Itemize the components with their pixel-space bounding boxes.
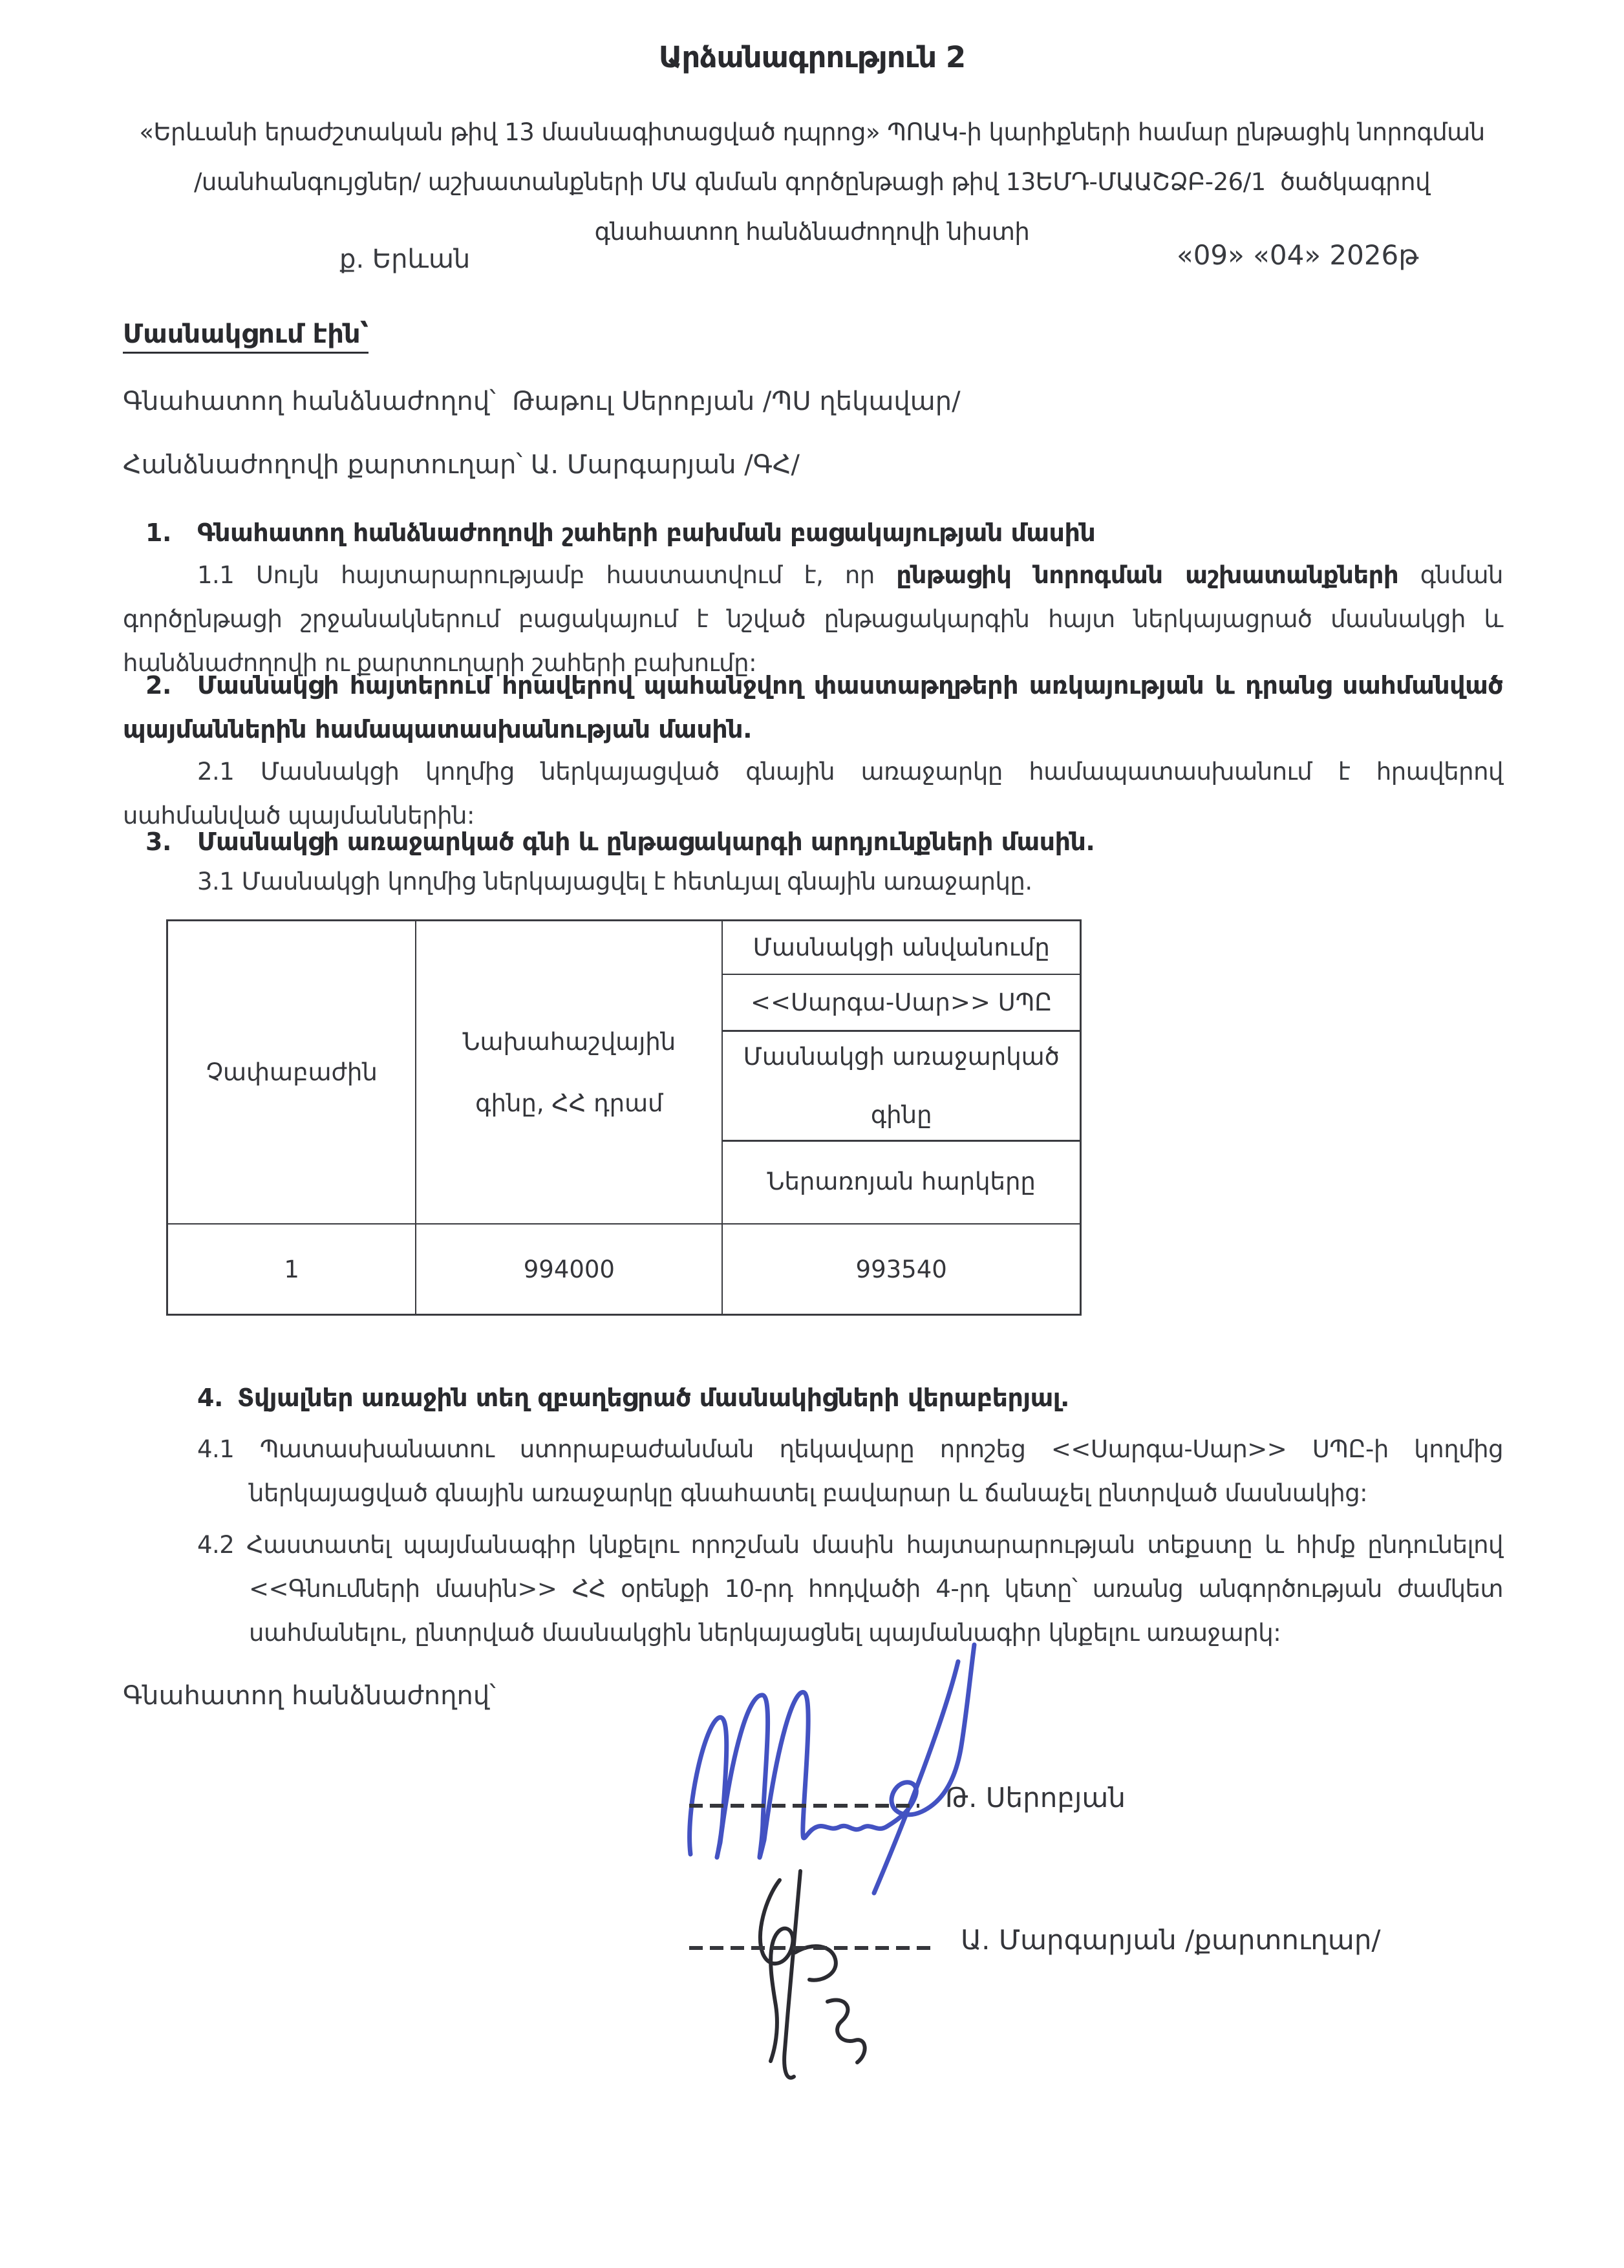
section-2-number: 2.	[145, 671, 171, 700]
lot-value-cell: 1	[284, 1255, 299, 1283]
p11-bold-phrase: ընթացիկ նորոգման աշխատանքների	[896, 561, 1399, 589]
section-4-heading	[197, 1376, 1503, 1420]
paragraph-2-1-line-2: սահմանված պայմաններին:	[123, 802, 475, 829]
participant-line-chair: Գնահատող հանձնաժողով՝ Թաթուլ Սերոբյան /ՊՍ ղեկավար/	[123, 387, 961, 416]
section-2-heading-line-2: պայմաններին համապատասխանության մասին.	[123, 715, 753, 744]
paragraph-1-1-line-1	[123, 553, 1503, 597]
participant-column	[721, 921, 1080, 1223]
participants-heading: Մասնակցում էին՝	[123, 319, 369, 354]
signature-2-ink	[718, 1856, 912, 2088]
estimated-price-header-cell	[415, 921, 721, 1223]
page-title: Արձանագրություն 2	[658, 40, 966, 74]
section-3-title: Մասնակցի առաջարկած գնի և ընթացակարգի արդյունքների մասին.	[197, 828, 1095, 856]
section-2-heading	[123, 663, 1503, 751]
intro-line-2: /սանհանգույցներ/ աշխատանքների ՄԱ գնման գործընթացի թիվ 13ԵՄԴ-ՄԱԱՇՁԲ-26/1 ծածկագրով	[193, 168, 1431, 196]
price-table	[166, 919, 1082, 1316]
paragraph-2-1-line-1: 2.1 Մասնակցի կողմից ներկայացված գնային առաջարկը համապատասխանում է հրավերով	[197, 758, 1503, 786]
section-3-number: 3.	[145, 828, 171, 856]
including-taxes-label-cell: Ներառոյան հարկերը	[723, 1140, 1080, 1221]
paragraph-3-1	[123, 860, 1503, 904]
section-3-heading	[123, 820, 1503, 864]
section-1-heading	[123, 511, 1503, 555]
participant-name-cell: <<Սարգա-Սար>> ՍՊԸ	[723, 974, 1080, 1030]
p11-text-a: 1.1 Սույն հայտարարությամբ հաստատվում է, որ	[197, 561, 897, 589]
paragraph-3-1-line-1: 3.1 Մասնակցի կողմից ներկայացվել է հետևյալ գնային առաջարկը.	[197, 868, 1032, 895]
offered-price-value-cell: 993540	[721, 1225, 1080, 1314]
offered-price-label-cell	[723, 1030, 1080, 1140]
section-2-heading-line-1	[123, 663, 1503, 707]
section-1-title: Գնահատող հանձնաժողովի շահերի բախման բացակայության մասին	[197, 519, 1096, 547]
signature-2-name: Ա. Մարգարյան /քարտուղար/	[961, 1924, 1381, 1956]
paragraph-4-1-line-2: ներկայացված գնային առաջարկը գնահատել բավարար և ճանաչել ընտրված մասնակից:	[249, 1479, 1368, 1507]
p11-text-c: գնման	[1398, 561, 1503, 589]
signature-1-ink	[666, 1623, 989, 1907]
estimated-price-header-line-2: գինը, ՀՀ դրամ	[475, 1089, 663, 1117]
price-table-data-row	[168, 1223, 1080, 1314]
signature-2-line	[689, 1946, 935, 1950]
signature-1-name: Թ. Սերոբյան	[945, 1782, 1126, 1813]
intro-line-3: գնահատող հանձնաժողովի նիստի	[594, 218, 1030, 246]
price-table-header-row	[168, 921, 1080, 1223]
signature-1-line	[689, 1804, 919, 1808]
intro-paragraph	[65, 107, 1559, 257]
date-label: «09» «04» 2026թ	[1177, 239, 1419, 271]
intro-line-1: «Երևանի երաժշտական թիվ 13 մասնագիտացված դպրոց» ՊՈԱԿ-ի կարիքների համար ընթացիկ նորոգման	[139, 118, 1485, 146]
paragraph-1-1-line-3: հանձնաժողովի ու քարտուղարի շահերի բախումը:	[123, 649, 757, 677]
signature-section-heading: Գնահատող հանձնաժողով՝	[123, 1681, 496, 1711]
paragraph-1-1-line-2: գործընթացի շրջանակներում բացակայում է նշված ընթացակարգին հայտ ներկայացրած մասնակցի և	[123, 605, 1503, 633]
paragraph-4-2	[197, 1523, 1503, 1655]
participant-name-label-cell: Մասնակցի անվանումը	[753, 933, 1050, 961]
paragraph-4-2-line-1: 4.2 Հաստատել պայմանագիր կնքելու որոշման մասին հայտարարության տեքստը և հիմք ընդունելով	[197, 1531, 1503, 1559]
section-4-number: 4.	[197, 1384, 223, 1412]
section-1-number: 1.	[145, 519, 171, 547]
offered-price-label-line-2: գինը	[870, 1100, 932, 1129]
participant-line-secretary: Հանձնաժողովի քարտուղար՝ Ա. Մարգարյան /ԳՀ/	[123, 450, 800, 480]
section-2-title-part-1: Մասնակցի հայտերում հրավերով պահանջվող փաստաթղթերի առկայության և դրանց սահմանված	[197, 671, 1503, 700]
estimated-price-header-line-1: Նախահաշվային	[462, 1027, 676, 1056]
paragraph-4-1-line-1: 4.1 Պատասխանատու ստորաբաժանման ղեկավարը որոշեց <<Սարգա-Սար>> ՍՊԸ-ի կողմից	[197, 1435, 1503, 1463]
section-4-title: Տվյալներ առաջին տեղ զբաղեցրած մասնակիցների վերաբերյալ.	[237, 1384, 1069, 1412]
place-label: ք. Երևան	[339, 244, 471, 274]
paragraph-4-1	[197, 1428, 1503, 1515]
paragraph-4-2-line-3: սահմանելու, ընտրված մասնակցին ներկայացնել պայմանագիր կնքելու առաջարկ:	[249, 1619, 1281, 1647]
paragraph-4-2-line-2: <<Գնումների մասին>> ՀՀ օրենքի 10-րդ հոդվածի 4-րդ կետը՝ առանց անգործության ժամկետ	[249, 1575, 1503, 1603]
offered-price-label-line-1: Մասնակցի առաջարկած	[743, 1042, 1060, 1071]
lot-header-cell: Չափաբաժին	[206, 1058, 378, 1086]
estimated-price-value-cell: 994000	[415, 1225, 721, 1314]
